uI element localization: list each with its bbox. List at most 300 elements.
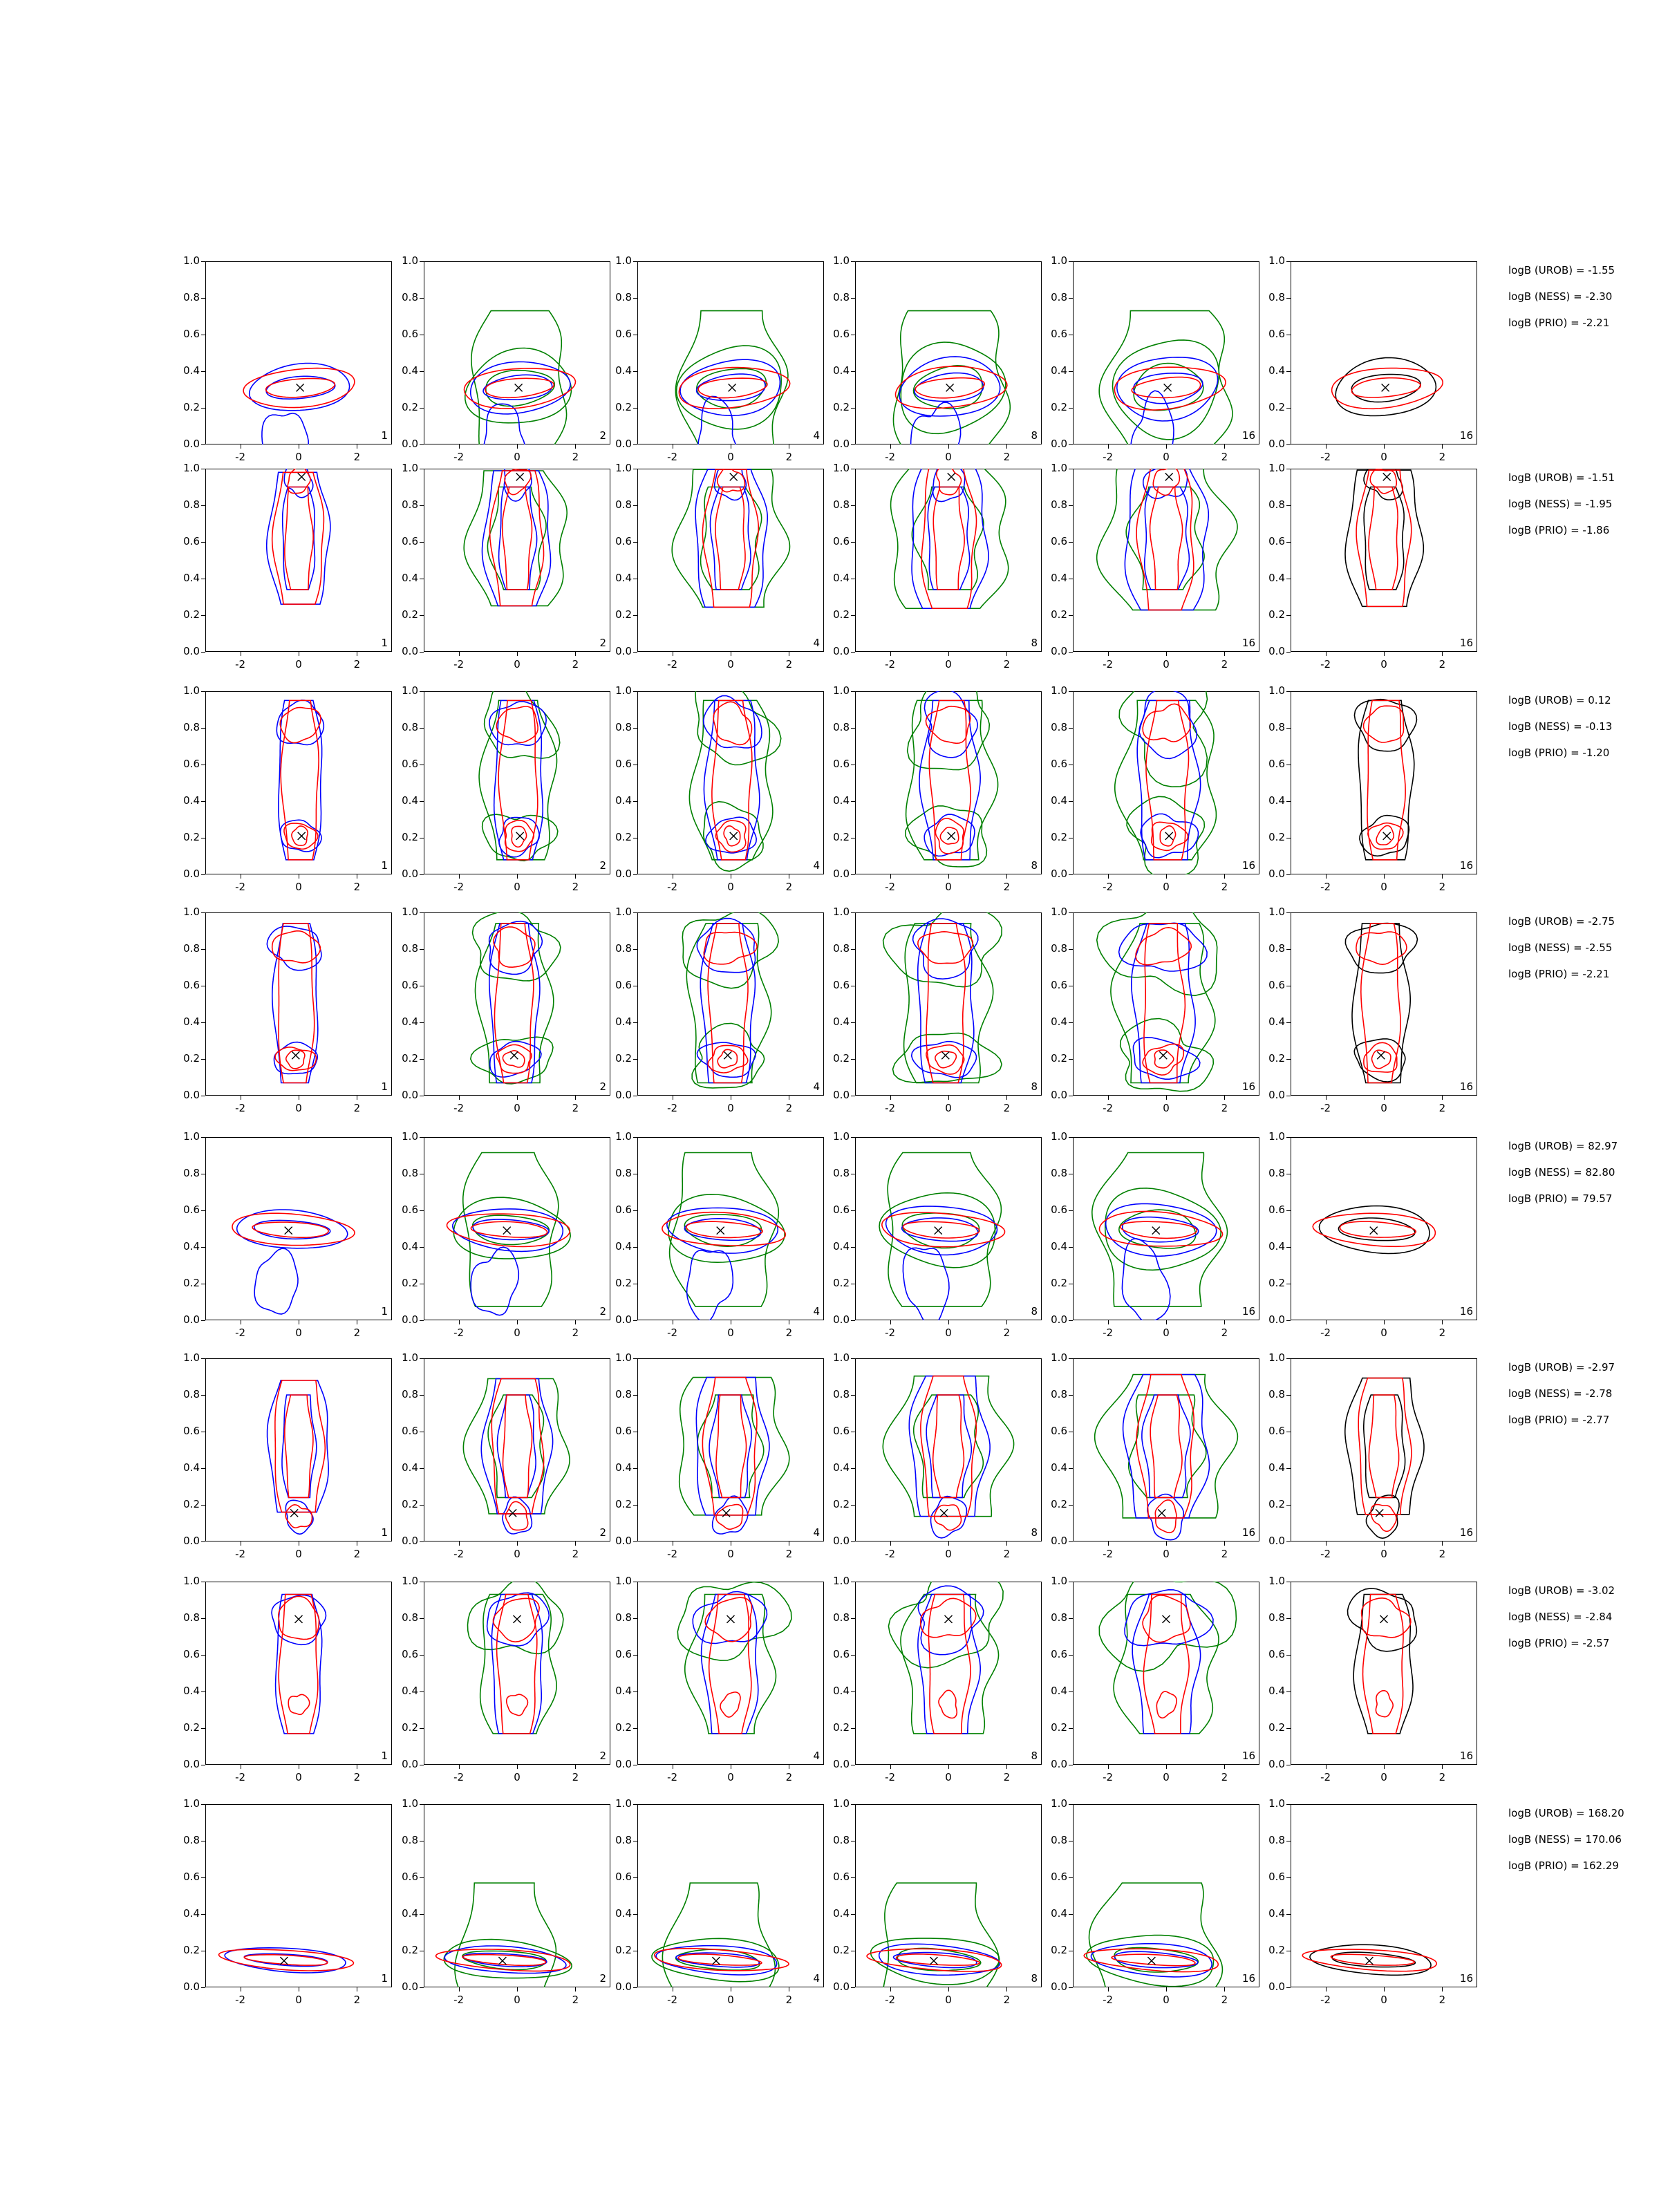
contour-panel[interactable] (1051, 1351, 1259, 1560)
y-tick-label: 0.6 (615, 1871, 632, 1883)
contour-panel[interactable] (1268, 906, 1477, 1114)
y-tick-label: 0.2 (402, 401, 418, 413)
x-tick-label: -2 (885, 658, 896, 671)
x-tick-label: 0 (1163, 1771, 1170, 1783)
y-tick-mark (201, 1358, 205, 1359)
contour-panel[interactable] (615, 1797, 824, 2006)
x-tick-mark (890, 444, 891, 449)
y-tick-label: 0.2 (183, 1052, 200, 1065)
contour-line (1114, 1595, 1219, 1734)
contour-panel[interactable] (833, 1575, 1042, 1783)
contour-line (918, 1586, 984, 1655)
contour-line (921, 1376, 976, 1517)
legend-line: logB (PRIO) = -2.57 (1508, 1637, 1610, 1649)
contour-panel[interactable] (833, 1130, 1042, 1339)
y-tick-mark (633, 1618, 637, 1619)
x-tick-label: -2 (667, 1327, 678, 1339)
y-tick-label: 1.0 (833, 1797, 850, 1810)
x-tick-label: 0 (514, 451, 521, 463)
contour-line (491, 1379, 543, 1514)
y-tick-label: 0.6 (183, 758, 200, 770)
y-tick-label: 0.2 (1268, 401, 1285, 413)
contour-panel[interactable] (1268, 254, 1477, 463)
y-tick-label: 1.0 (402, 254, 418, 267)
contour-panel[interactable] (615, 684, 824, 893)
contour-panel[interactable] (1268, 462, 1477, 671)
x-tick-mark (517, 1987, 518, 1991)
x-tick-label: 0 (727, 1771, 734, 1783)
legend-line: logB (NESS) = 170.06 (1508, 1833, 1622, 1846)
y-tick-mark (851, 949, 855, 950)
contour-panel[interactable] (1051, 1130, 1259, 1339)
y-tick-mark (1069, 1247, 1073, 1248)
contour-panel[interactable] (183, 684, 392, 893)
contour-line (272, 472, 324, 604)
contour-canvas (205, 261, 392, 444)
contour-line (497, 1595, 537, 1734)
y-tick-label: 0.6 (183, 1203, 200, 1216)
y-tick-label: 1.0 (402, 1797, 418, 1810)
panel-count-tag: 8 (1031, 1305, 1038, 1318)
contour-panel[interactable] (615, 1130, 824, 1339)
y-tick-mark (420, 652, 424, 653)
y-tick-mark (1069, 1877, 1073, 1878)
contour-panel[interactable] (615, 1351, 824, 1560)
y-tick-mark (201, 261, 205, 262)
y-tick-label: 0.0 (1051, 1758, 1067, 1770)
x-tick-label: 0 (727, 881, 734, 893)
y-tick-label: 0.8 (615, 721, 632, 733)
contour-panel[interactable] (402, 462, 610, 671)
contour-panel[interactable] (1051, 254, 1259, 463)
x-tick-mark (1326, 1096, 1327, 1100)
y-tick-mark (201, 1987, 205, 1988)
contour-panel[interactable] (1268, 1575, 1477, 1783)
contour-line (891, 469, 1009, 608)
y-tick-label: 0.6 (1268, 1648, 1285, 1660)
y-tick-label: 0.6 (615, 979, 632, 991)
x-tick-mark (948, 1765, 949, 1769)
contour-panel[interactable] (833, 254, 1042, 463)
contour-line (288, 1694, 310, 1714)
y-tick-label: 0.4 (402, 1685, 418, 1697)
contour-panel[interactable] (402, 254, 610, 463)
panel-count-tag: 16 (1459, 637, 1473, 649)
y-tick-label: 0.4 (1051, 1461, 1067, 1474)
truth-marker-x-icon (1163, 1615, 1170, 1623)
contour-panel[interactable] (402, 1797, 610, 2006)
contour-panel[interactable] (183, 1130, 392, 1339)
y-tick-label: 0.4 (833, 1907, 850, 1920)
contour-line (1145, 487, 1190, 590)
y-tick-label: 0.0 (833, 868, 850, 880)
y-tick-label: 0.0 (615, 1980, 632, 1993)
truth-marker-x-icon (1370, 1227, 1378, 1235)
truth-marker-x-icon (1383, 832, 1391, 840)
y-tick-mark (420, 542, 424, 543)
y-tick-label: 0.2 (402, 1052, 418, 1065)
y-tick-label: 0.8 (1268, 942, 1285, 955)
contour-line (675, 311, 788, 444)
y-tick-mark (201, 1691, 205, 1692)
contour-line (1132, 377, 1200, 398)
x-tick-label: 0 (514, 1102, 521, 1114)
x-tick-mark (575, 1541, 576, 1546)
contour-panel[interactable] (1051, 1797, 1259, 2006)
x-tick-mark (459, 1096, 460, 1100)
contour-panel[interactable] (615, 254, 824, 463)
x-tick-label: 2 (572, 1994, 579, 2006)
contour-panel[interactable] (402, 1130, 610, 1339)
y-tick-label: 0.4 (183, 1015, 200, 1028)
y-tick-mark (201, 1210, 205, 1211)
contour-panel[interactable] (615, 906, 824, 1114)
contour-line (1363, 1595, 1404, 1734)
y-tick-label: 0.8 (1268, 1611, 1285, 1624)
y-tick-label: 0.2 (1051, 1277, 1067, 1289)
x-tick-mark (1224, 1320, 1225, 1324)
y-tick-label: 0.4 (1051, 794, 1067, 807)
y-tick-mark (201, 444, 205, 445)
contour-line (285, 1500, 313, 1534)
y-tick-label: 0.0 (1268, 1535, 1285, 1547)
contour-canvas (424, 261, 610, 444)
x-tick-mark (890, 1765, 891, 1769)
y-tick-label: 0.8 (1051, 721, 1067, 733)
x-tick-label: 0 (514, 658, 521, 671)
y-tick-label: 0.8 (615, 498, 632, 511)
truth-marker-x-icon (503, 1227, 511, 1235)
x-tick-mark (459, 874, 460, 879)
x-tick-label: 2 (1221, 1102, 1228, 1114)
truth-marker-x-icon (717, 1227, 724, 1235)
y-tick-label: 0.0 (833, 1758, 850, 1770)
y-tick-label: 0.8 (615, 1834, 632, 1846)
x-tick-label: -2 (453, 451, 465, 463)
contour-panel[interactable] (1051, 684, 1259, 893)
y-tick-mark (633, 371, 637, 372)
y-tick-mark (1069, 691, 1073, 692)
contour-line (724, 826, 740, 846)
y-tick-mark (633, 1987, 637, 1988)
x-tick-label: 0 (1163, 1327, 1170, 1339)
y-tick-label: 1.0 (1051, 1351, 1067, 1364)
x-tick-label: -2 (667, 451, 678, 463)
x-tick-label: 0 (945, 451, 952, 463)
x-tick-label: 0 (295, 1327, 302, 1339)
x-tick-label: 0 (514, 881, 521, 893)
y-tick-label: 0.2 (615, 831, 632, 843)
x-tick-mark (1224, 1541, 1225, 1546)
y-tick-label: 0.2 (402, 831, 418, 843)
contour-panel[interactable] (1051, 462, 1259, 671)
contour-panel[interactable] (833, 1351, 1042, 1560)
contour-panel[interactable] (833, 1797, 1042, 2006)
contour-panel[interactable] (833, 906, 1042, 1114)
contour-line (918, 924, 974, 1083)
contour-panel[interactable] (833, 684, 1042, 893)
y-tick-label: 0.0 (833, 1980, 850, 1993)
legend-line: logB (UROB) = 168.20 (1508, 1807, 1624, 1819)
y-tick-mark (633, 444, 637, 445)
y-tick-label: 0.2 (833, 1944, 850, 1956)
truth-marker-x-icon (1165, 473, 1173, 480)
x-tick-label: -2 (885, 881, 896, 893)
y-tick-mark (201, 912, 205, 913)
x-tick-label: -2 (453, 1327, 465, 1339)
contour-panel[interactable] (1268, 684, 1477, 893)
y-tick-label: 0.0 (1051, 645, 1067, 657)
x-tick-label: -2 (453, 1994, 465, 2006)
x-tick-label: 0 (945, 1994, 952, 2006)
contour-panel[interactable] (183, 906, 392, 1114)
y-tick-label: 0.6 (402, 328, 418, 340)
contour-panel[interactable] (183, 462, 392, 671)
y-tick-label: 0.0 (615, 1089, 632, 1101)
y-tick-label: 0.6 (1268, 328, 1285, 340)
x-tick-mark (459, 1765, 460, 1769)
y-tick-mark (201, 691, 205, 692)
x-tick-label: 0 (727, 451, 734, 463)
contour-line (696, 1378, 769, 1515)
y-tick-label: 0.6 (1268, 1425, 1285, 1437)
x-tick-mark (459, 1320, 460, 1324)
x-tick-label: -2 (453, 881, 465, 893)
x-tick-label: 0 (295, 881, 302, 893)
contour-line (929, 700, 971, 860)
contour-line (716, 1395, 747, 1497)
truth-marker-x-icon (1147, 1957, 1155, 1965)
y-tick-label: 0.0 (183, 1089, 200, 1101)
x-tick-label: 2 (353, 1327, 361, 1339)
y-tick-label: 0.0 (183, 1535, 200, 1547)
y-tick-mark (420, 1691, 424, 1692)
x-tick-mark (517, 444, 518, 449)
y-tick-label: 0.6 (615, 1648, 632, 1660)
contour-line (279, 1595, 318, 1734)
x-tick-label: -2 (235, 451, 246, 463)
panel-count-tag: 2 (599, 1526, 606, 1539)
contour-line (1364, 706, 1404, 742)
x-tick-label: -2 (453, 658, 465, 671)
y-tick-mark (201, 1022, 205, 1023)
panel-count-tag: 16 (1459, 429, 1473, 442)
panel-count-tag: 4 (813, 429, 820, 442)
x-tick-mark (517, 1765, 518, 1769)
contour-panel[interactable] (615, 1575, 824, 1783)
contour-panel[interactable] (183, 1797, 392, 2006)
y-tick-mark (420, 1728, 424, 1729)
panel-count-tag: 16 (1459, 1750, 1473, 1762)
y-tick-label: 1.0 (833, 1575, 850, 1587)
y-tick-label: 0.4 (833, 794, 850, 807)
x-tick-label: 2 (1221, 658, 1228, 671)
y-tick-label: 0.4 (183, 364, 200, 377)
legend-line: logB (UROB) = -1.51 (1508, 471, 1615, 484)
y-tick-label: 0.2 (402, 1277, 418, 1289)
contour-panel[interactable] (402, 1351, 610, 1560)
y-tick-mark (1069, 1541, 1073, 1542)
y-tick-label: 0.4 (402, 1461, 418, 1474)
x-tick-label: -2 (885, 1548, 896, 1560)
y-tick-label: 0.0 (1268, 1980, 1285, 1993)
contour-panel[interactable] (402, 684, 610, 893)
y-tick-label: 0.2 (615, 1721, 632, 1734)
y-tick-label: 0.8 (1268, 1167, 1285, 1179)
x-tick-mark (575, 874, 576, 879)
truth-marker-x-icon (295, 1615, 303, 1623)
y-tick-mark (420, 1987, 424, 1988)
truth-marker-x-icon (1380, 1615, 1388, 1623)
y-tick-mark (633, 1728, 637, 1729)
y-tick-mark (420, 1877, 424, 1878)
contour-panel[interactable] (402, 1575, 610, 1783)
y-tick-mark (851, 261, 855, 262)
y-tick-label: 0.4 (1268, 364, 1285, 377)
y-tick-label: 1.0 (615, 1130, 632, 1143)
x-tick-label: 2 (1438, 451, 1446, 463)
x-tick-mark (459, 1541, 460, 1546)
panel-count-tag: 1 (381, 1305, 388, 1318)
panel-count-tag: 4 (813, 637, 820, 649)
y-tick-label: 0.6 (833, 979, 850, 991)
x-tick-label: -2 (1320, 451, 1331, 463)
y-tick-mark (1286, 1468, 1291, 1469)
panel-row (0, 906, 1659, 1137)
y-tick-mark (201, 801, 205, 802)
x-tick-mark (1224, 444, 1225, 449)
x-tick-mark (1442, 1541, 1443, 1546)
contour-canvas (1291, 912, 1477, 1096)
x-tick-label: 0 (1380, 1102, 1387, 1114)
y-tick-label: 0.6 (1268, 1203, 1285, 1216)
y-tick-label: 0.0 (183, 645, 200, 657)
panel-count-tag: 16 (1459, 1080, 1473, 1093)
contour-panel[interactable] (1268, 1351, 1477, 1560)
y-tick-mark (1069, 1022, 1073, 1023)
contour-panel[interactable] (402, 906, 610, 1114)
y-tick-label: 0.4 (1268, 1015, 1285, 1028)
contour-line (1354, 1039, 1405, 1082)
x-tick-mark (1108, 1541, 1109, 1546)
y-tick-mark (420, 1468, 424, 1469)
y-tick-label: 0.4 (1051, 364, 1067, 377)
y-tick-label: 0.8 (1051, 1611, 1067, 1624)
y-tick-label: 0.0 (183, 1313, 200, 1326)
x-tick-label: 2 (1438, 1102, 1446, 1114)
contour-panel[interactable] (183, 254, 392, 463)
y-tick-label: 0.0 (1268, 645, 1285, 657)
x-tick-label: -2 (1103, 1548, 1114, 1560)
legend-line: logB (UROB) = -3.02 (1508, 1584, 1615, 1597)
y-tick-mark (201, 949, 205, 950)
y-tick-mark (1286, 1247, 1291, 1248)
truth-marker-x-icon (514, 1615, 521, 1623)
contour-line (708, 924, 748, 1083)
x-tick-mark (1166, 1320, 1167, 1324)
x-tick-label: -2 (453, 1548, 465, 1560)
x-tick-mark (459, 652, 460, 656)
x-tick-label: 0 (1163, 1548, 1170, 1560)
contour-line (709, 1395, 751, 1497)
truth-marker-x-icon (722, 1509, 730, 1517)
y-tick-mark (1069, 652, 1073, 653)
contour-panel[interactable] (1051, 1575, 1259, 1783)
contour-panel[interactable] (183, 1351, 392, 1560)
x-tick-label: -2 (885, 1102, 896, 1114)
contour-panel[interactable] (833, 462, 1042, 671)
y-tick-mark (633, 874, 637, 875)
x-tick-label: -2 (667, 1102, 678, 1114)
contour-line (1364, 487, 1404, 590)
contour-line (926, 706, 970, 744)
contour-canvas (1291, 261, 1477, 444)
x-tick-mark (517, 652, 518, 656)
y-tick-label: 0.4 (615, 1907, 632, 1920)
y-tick-label: 1.0 (1051, 1130, 1067, 1143)
contour-line (1125, 469, 1208, 610)
x-tick-mark (890, 1320, 891, 1324)
y-tick-mark (1069, 1137, 1073, 1138)
panel-count-tag: 1 (381, 429, 388, 442)
contour-line (697, 374, 765, 401)
y-tick-mark (201, 1655, 205, 1656)
panel-count-tag: 1 (381, 859, 388, 872)
y-tick-mark (201, 1247, 205, 1248)
y-tick-label: 0.2 (1051, 831, 1067, 843)
y-tick-label: 0.2 (402, 1498, 418, 1510)
y-tick-mark (633, 1804, 637, 1805)
contour-panel[interactable] (1051, 906, 1259, 1114)
contour-panel[interactable] (1268, 1130, 1477, 1339)
y-tick-label: 0.0 (1268, 1313, 1285, 1326)
y-tick-mark (1286, 1655, 1291, 1656)
y-tick-mark (201, 1059, 205, 1060)
x-tick-label: 2 (1438, 881, 1446, 893)
contour-canvas (855, 261, 1042, 444)
truth-marker-x-icon (1376, 1509, 1383, 1517)
contour-line (505, 469, 531, 495)
legend-line: logB (PRIO) = 79.57 (1508, 1192, 1613, 1205)
contour-canvas (1291, 1358, 1477, 1541)
y-tick-label: 0.6 (1051, 758, 1067, 770)
contour-panel[interactable] (1268, 1797, 1477, 2006)
x-tick-mark (890, 874, 891, 879)
y-tick-mark (633, 1137, 637, 1138)
x-tick-mark (1108, 652, 1109, 656)
y-tick-label: 0.2 (1268, 1721, 1285, 1734)
contour-canvas (1073, 1582, 1259, 1765)
y-tick-mark (1286, 408, 1291, 409)
y-tick-label: 1.0 (402, 906, 418, 918)
y-tick-label: 0.2 (402, 608, 418, 621)
truth-marker-x-icon (941, 1051, 949, 1059)
x-tick-label: 0 (945, 881, 952, 893)
contour-panel[interactable] (615, 462, 824, 671)
contour-panel[interactable] (183, 1575, 392, 1783)
truth-marker-x-icon (946, 384, 954, 391)
truth-marker-x-icon (298, 473, 306, 480)
y-tick-mark (1286, 1210, 1291, 1211)
y-tick-mark (1286, 1320, 1291, 1321)
contour-line (1144, 924, 1185, 1083)
contour-canvas (1291, 1804, 1477, 1987)
contour-line (1154, 1050, 1174, 1068)
y-tick-label: 1.0 (1268, 684, 1285, 697)
y-tick-mark (851, 1210, 855, 1211)
y-tick-label: 0.4 (615, 1240, 632, 1253)
y-tick-mark (201, 615, 205, 616)
